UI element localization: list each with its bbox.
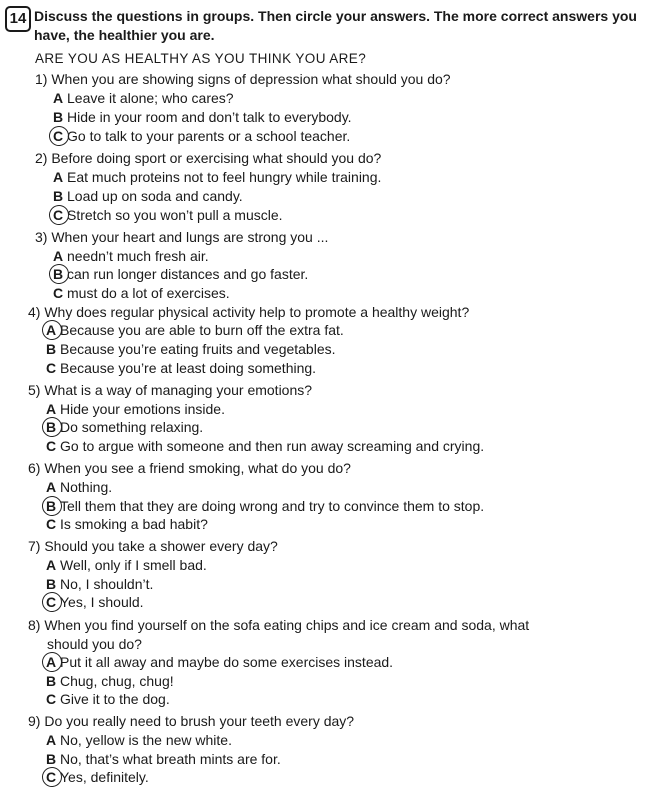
circled-answer-letter: C	[53, 206, 67, 225]
circled-answer-letter: B	[46, 418, 60, 437]
answer-option-c[interactable]	[46, 768, 149, 787]
question-number: 8)	[28, 617, 41, 633]
answer-option-a[interactable]	[53, 247, 209, 266]
answer-text: Eat much proteins not to feel hungry while training.	[67, 169, 382, 185]
question-3	[35, 228, 328, 247]
circled-answer-letter: B	[46, 497, 60, 516]
answer-text: Tell them that they are doing wrong and try to convince them to stop.	[60, 498, 485, 514]
question-text: Do you really need to brush your teeth every day?	[40, 713, 355, 729]
question-number: 4)	[28, 304, 41, 320]
question-text: When you are showing signs of depression what should you do?	[47, 71, 451, 87]
question-text: Before doing sport or exercising what should you do?	[47, 150, 382, 166]
answer-option-a[interactable]	[53, 89, 234, 108]
answer-text: Because you’re eating fruits and vegetables.	[60, 341, 336, 357]
question-number: 2)	[35, 150, 48, 166]
answer-letter: A	[46, 401, 57, 417]
circled-answer-letter: C	[46, 593, 60, 612]
answer-letter: A	[46, 732, 57, 748]
answer-text: Nothing.	[60, 479, 113, 495]
answer-text: Put it all away and maybe do some exercises instead.	[60, 654, 394, 670]
answer-letter: B	[46, 751, 57, 767]
exercise-instruction: Discuss the questions in groups. Then circle your answers. The more correct answers you have, the healthier you are.	[34, 8, 637, 43]
answer-letter: C	[46, 438, 57, 454]
answer-text: Hide your emotions inside.	[60, 401, 225, 417]
answer-option-c[interactable]	[46, 437, 484, 456]
answer-text: Do something relaxing.	[60, 419, 204, 435]
answer-option-b[interactable]	[46, 575, 153, 594]
question-2	[35, 149, 381, 168]
answer-option-a[interactable]	[46, 556, 207, 575]
answer-text: Chug, chug, chug!	[60, 673, 174, 689]
answer-letter: B	[46, 341, 57, 357]
answer-option-b[interactable]	[46, 497, 484, 516]
question-text: When you find yourself on the sofa eating chips and ice cream and soda, what	[40, 617, 530, 633]
answer-option-b[interactable]	[46, 418, 203, 437]
circled-answer-letter: A	[46, 321, 60, 340]
question-number: 7)	[28, 538, 41, 554]
answer-text: can run longer distances and go faster.	[67, 266, 309, 282]
question-1	[35, 70, 451, 89]
answer-option-c[interactable]	[53, 127, 350, 146]
question-text: When you see a friend smoking, what do you do?	[40, 460, 351, 476]
answer-option-c[interactable]	[53, 284, 230, 303]
answer-option-c[interactable]	[53, 206, 283, 225]
circled-answer-letter: C	[53, 127, 67, 146]
question-9	[28, 712, 354, 731]
question-text: Should you take a shower every day?	[40, 538, 278, 554]
answer-letter: C	[46, 516, 57, 532]
question-number: 3)	[35, 229, 48, 245]
answer-option-a[interactable]	[53, 168, 381, 187]
answer-option-a[interactable]	[46, 478, 112, 497]
circled-answer-letter: B	[53, 265, 67, 284]
answer-letter: B	[46, 673, 57, 689]
question-7	[28, 537, 278, 556]
answer-text: No, that’s what breath mints are for.	[60, 751, 281, 767]
answer-text: needn’t much fresh air.	[67, 248, 209, 264]
answer-text: Go to argue with someone and then run away screaming and crying.	[60, 438, 485, 454]
question-number: 1)	[35, 71, 48, 87]
circled-answer-letter: A	[46, 653, 60, 672]
answer-option-c[interactable]	[46, 593, 144, 612]
answer-letter: A	[53, 90, 64, 106]
question-text: When your heart and lungs are strong you ...	[47, 229, 329, 245]
answer-option-b[interactable]	[46, 750, 281, 769]
answer-option-b[interactable]	[53, 187, 243, 206]
question-number: 5)	[28, 382, 41, 398]
circled-answer-letter: C	[46, 768, 60, 787]
answer-option-b[interactable]	[53, 265, 308, 284]
answer-option-c[interactable]	[46, 515, 208, 534]
answer-option-c[interactable]	[46, 359, 316, 378]
answer-text: Give it to the dog.	[60, 691, 170, 707]
answer-letter: A	[53, 248, 64, 264]
question-6	[28, 459, 351, 478]
answer-text: Stretch so you won’t pull a muscle.	[67, 207, 283, 223]
answer-letter: A	[53, 169, 64, 185]
answer-option-a[interactable]	[46, 653, 393, 672]
answer-letter: A	[46, 479, 57, 495]
answer-option-a[interactable]	[46, 321, 344, 340]
answer-letter: C	[53, 285, 64, 301]
answer-text: Go to talk to your parents or a school teacher.	[67, 128, 351, 144]
answer-text: No, yellow is the new white.	[60, 732, 232, 748]
answer-letter: B	[53, 188, 64, 204]
answer-text: Leave it alone; who cares?	[67, 90, 234, 106]
answer-option-a[interactable]	[46, 731, 232, 750]
answer-letter: B	[46, 576, 57, 592]
question-8	[28, 616, 529, 635]
answer-letter: A	[46, 557, 57, 573]
answer-option-b[interactable]	[46, 672, 174, 691]
answer-text: Because you are able to burn off the extra fat.	[60, 322, 344, 338]
question-text-continued: should you do?	[47, 636, 142, 652]
answer-text: Yes, definitely.	[60, 769, 149, 785]
answer-letter: C	[46, 691, 57, 707]
answer-option-c[interactable]	[46, 690, 170, 709]
answer-text: Load up on soda and candy.	[67, 188, 243, 204]
answer-option-b[interactable]	[46, 340, 336, 359]
question-text: Why does regular physical activity help to promote a healthy weight?	[40, 304, 470, 320]
answer-letter: B	[53, 109, 64, 125]
answer-text: Yes, I should.	[60, 594, 144, 610]
answer-text: Because you’re at least doing something.	[60, 360, 317, 376]
question-4	[28, 303, 469, 322]
exercise-number-box: 14	[5, 6, 31, 32]
answer-text: No, I shouldn’t.	[60, 576, 154, 592]
question-text: What is a way of managing your emotions?	[40, 382, 313, 398]
question-number: 9)	[28, 713, 41, 729]
question-number: 6)	[28, 460, 41, 476]
answer-text: Hide in your room and don’t talk to everybody.	[67, 109, 352, 125]
answer-text: must do a lot of exercises.	[67, 285, 230, 301]
question-5	[28, 381, 312, 400]
quiz-title: ARE YOU AS HEALTHY AS YOU THINK YOU ARE?	[35, 51, 367, 66]
answer-text: Is smoking a bad habit?	[60, 516, 208, 532]
answer-option-a[interactable]	[46, 400, 225, 419]
answer-text: Well, only if I smell bad.	[60, 557, 207, 573]
answer-letter: C	[46, 360, 57, 376]
answer-option-b[interactable]	[53, 108, 352, 127]
